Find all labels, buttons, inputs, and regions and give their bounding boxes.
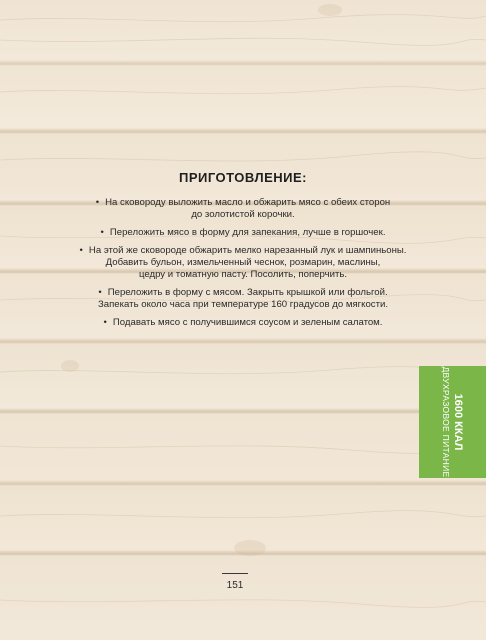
list-item <box>60 287 426 311</box>
list-item <box>60 317 426 329</box>
step-text: На этой же сковороде обжарить мелко нарезанный лук и шампиньоны. Добавить бульон, измельченный чеснок, розмарин, маслины, цедру и томатную пасту. Посолить, поперчить. <box>88 245 407 280</box>
chapter-side-tab <box>419 366 486 478</box>
recipe-instructions <box>60 170 426 335</box>
calorie-label: 1600 ККАЛ <box>452 393 465 451</box>
step-text: Переложить мясо в форму для запекания, лучше в горшочек. <box>109 227 386 238</box>
list-item <box>60 245 426 281</box>
step-text: Подавать мясо с получившимся соусом и зеленым салатом. <box>112 317 383 328</box>
section-title: ПРИГОТОВЛЕНИЕ: <box>179 170 307 185</box>
bullet: • <box>79 245 83 256</box>
diet-subtitle: ДВУХРАЗОВОЕ ПИТАНИЕ <box>441 366 452 478</box>
step-text: Переложить в форму с мясом. Закрыть крышкой или фольгой. Запекать около часа при температуре 160 градусов до мягкости. <box>97 287 389 310</box>
side-tab-text <box>419 366 486 478</box>
bullet: • <box>98 287 102 298</box>
page-number-rule <box>222 573 248 574</box>
list-item <box>60 197 426 221</box>
bullet: • <box>95 197 100 208</box>
bullet: • <box>103 317 107 328</box>
page-number: 151 <box>226 580 244 591</box>
list-item <box>60 227 426 239</box>
step-text: На сковороду выложить масло и обжарить мясо с обеих сторон до золотистой корочки. <box>105 197 391 220</box>
bullet: • <box>100 227 104 238</box>
steps-list <box>60 197 426 329</box>
